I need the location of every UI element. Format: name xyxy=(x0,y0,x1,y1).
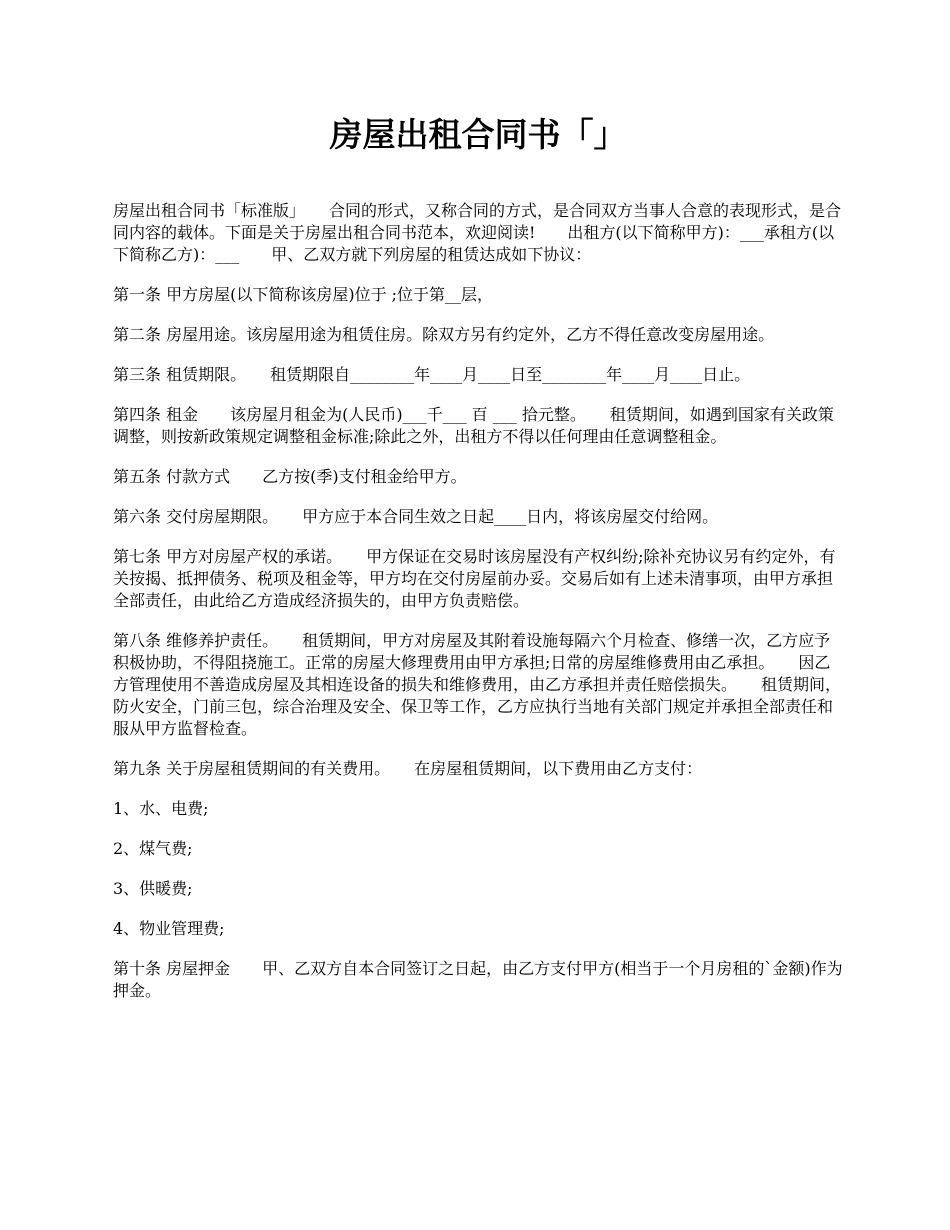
list-item: 4、物业管理费; xyxy=(113,919,225,938)
intro-paragraph: 房屋出租合同书「标准版」 合同的形式，又称合同的方式，是合同双方当事人合意的表现形式，是合同内容的载体。下面是关于房屋出租合同书范本，欢迎阅读! 出租方(以下简称甲方)：___承租方(以下简称乙方)：___ 甲、乙双方就下列房屋的租赁达成如下协议： xyxy=(113,201,842,264)
article-5: 第五条 付款方式 乙方按(季)支付租金给甲方。 xyxy=(113,467,467,486)
document-page xyxy=(113,112,843,1020)
list-item: 2、煤气费; xyxy=(113,839,193,858)
article-10: 第十条 房屋押金 甲、乙双方自本合同签订之日起，由乙方支付甲方(相当于一个月房租的`金额)作为押金。 xyxy=(113,959,843,1000)
article-2: 第二条 房屋用途。该房屋用途为租赁住房。除双方另有约定外，乙方不得任意改变房屋用途。 xyxy=(113,325,775,344)
article-6: 第六条 交付房屋期限。 甲方应于本合同生效之日起____日内，将该房屋交付给网。 xyxy=(113,507,719,526)
article-9: 第九条 关于房屋租赁期间的有关费用。 在房屋租赁期间，以下费用由乙方支付： xyxy=(113,759,703,778)
article-8: 第八条 维修养护责任。 租赁期间，甲方对房屋及其附着设施每隔六个月检查、修缮一次，乙方应予积极协助，不得阻挠施工。正常的房屋大修理费用由甲方承担;日常的房屋维修费用由乙承担。 因乙方管理使用不善造成房屋及其相连设备的损失和维修费用，由乙方承担并责任赔偿损失。 租赁期间，防火安全，门前三包，综合治理及安全、保卫等工作，乙方应执行当地有关部门规定并承担全部责任和服从甲方监督检查。 xyxy=(113,631,842,738)
list-item: 1、水、电费; xyxy=(113,799,209,818)
article-7: 第七条 甲方对房屋产权的承诺。 甲方保证在交易时该房屋没有产权纠纷;除补充协议另有约定外，有关按揭、抵押债务、税项及租金等，甲方均在交付房屋前办妥。交易后如有上述未清事项，由甲方承担全部责任，由此给乙方造成经济损失的，由甲方负责赔偿。 xyxy=(113,547,836,610)
article-4: 第四条 租金 该房屋月租金为(人民币)___千___ 百 ___ 拾元整。 租赁期间，如遇到国家有关政策调整，则按新政策规定调整租金标准;除此之外，出租方不得以任何理由任意调整租金。 xyxy=(113,405,834,446)
document-title: 房屋出租合同书「」 xyxy=(329,115,627,154)
list-item: 3、供暖费; xyxy=(113,879,193,898)
article-3: 第三条 租赁期限。 租赁期限自________年____月____日至________年____月____日止。 xyxy=(113,365,751,384)
article-1: 第一条 甲方房屋(以下简称该房屋)位于 ;位于第__层， xyxy=(113,285,494,304)
